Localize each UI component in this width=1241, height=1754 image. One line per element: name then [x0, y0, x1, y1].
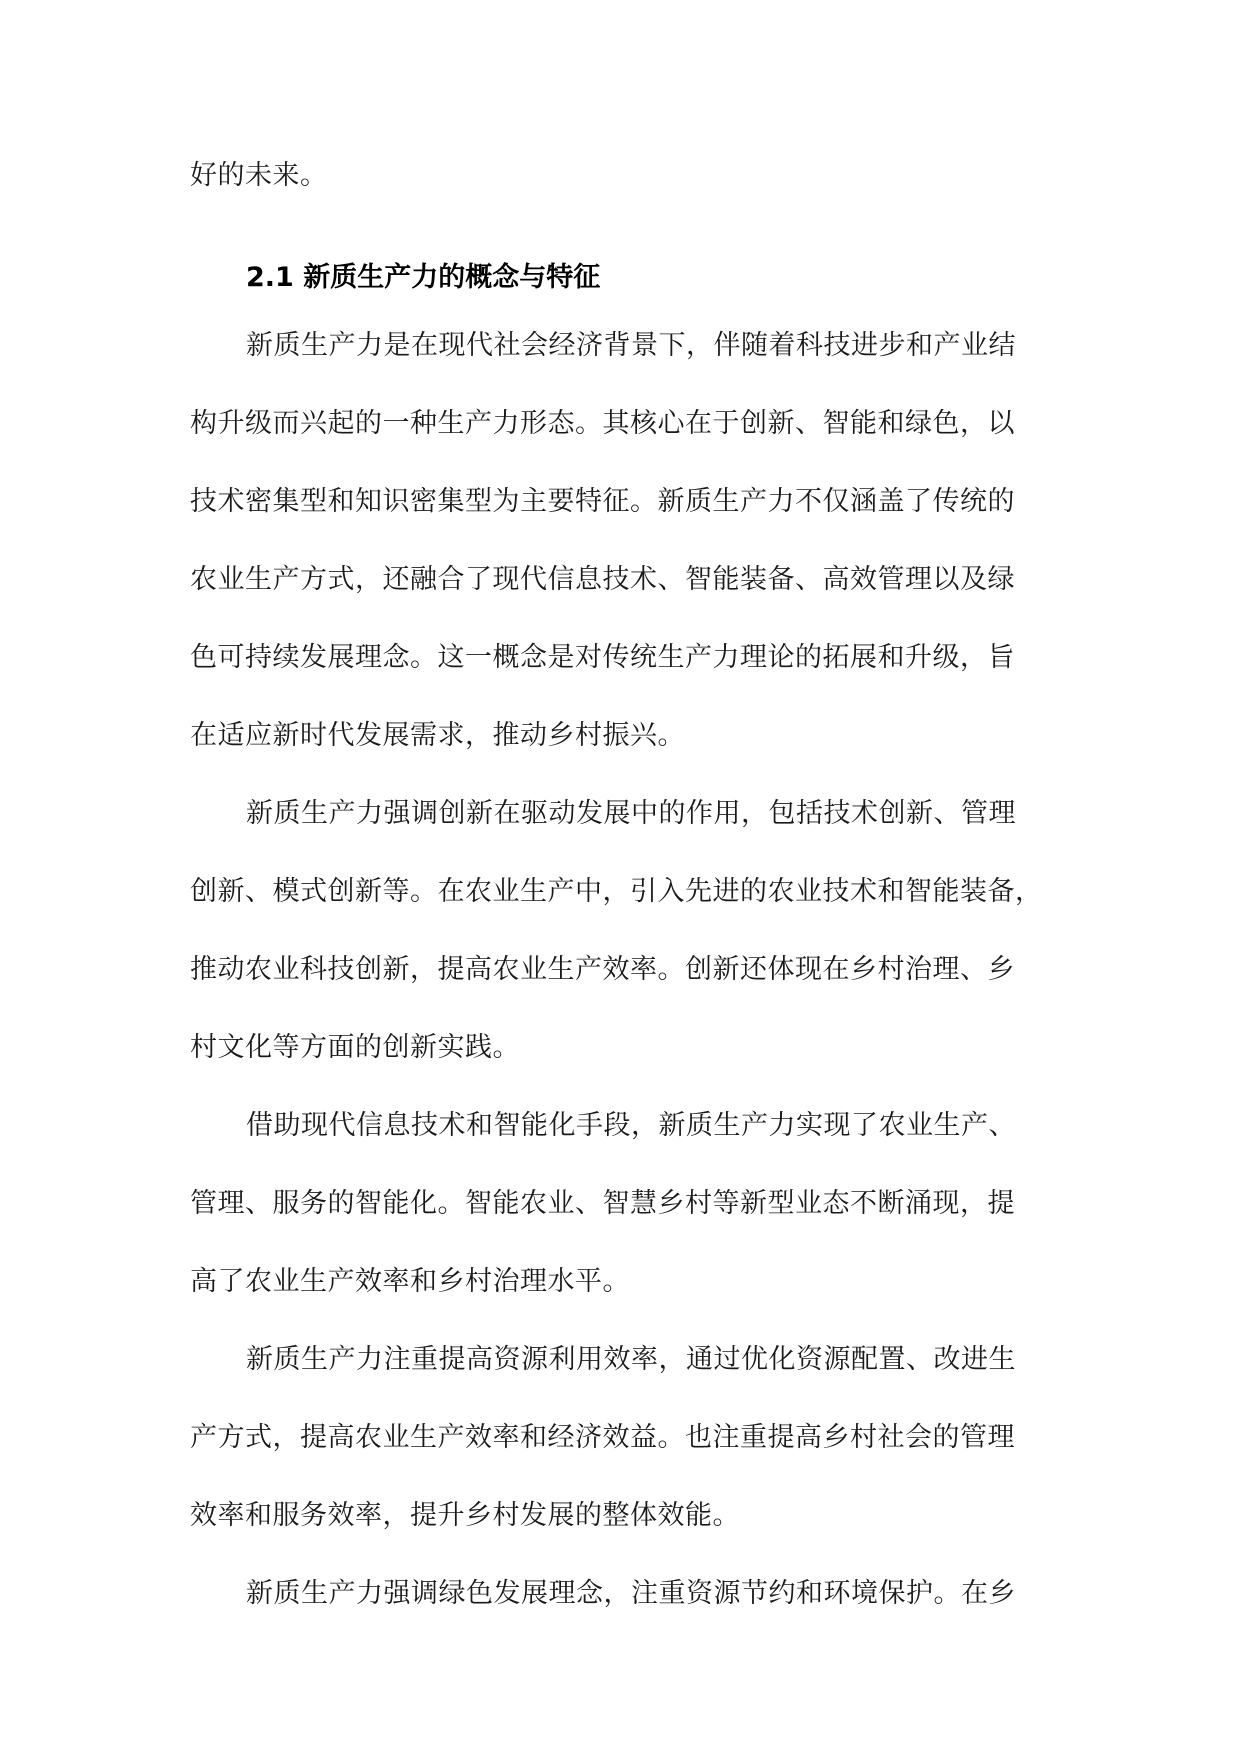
paragraph-3-line-3: 高了农业生产效率和乡村治理水平。	[190, 1266, 630, 1297]
section-heading: 2.1 新质生产力的概念与特征	[246, 262, 601, 293]
paragraph-4-line-3: 效率和服务效率，提升乡村发展的整体效能。	[190, 1500, 740, 1531]
carryover-line: 好的未来。	[190, 160, 328, 191]
paragraph-1-line-5: 色可持续发展理念。这一概念是对传统生产力理论的拓展和升级，旨	[190, 642, 1015, 673]
paragraph-1-line-3: 技术密集型和知识密集型为主要特征。新质生产力不仅涵盖了传统的	[190, 486, 1015, 517]
paragraph-4-line-1: 新质生产力注重提高资源利用效率，通过优化资源配置、改进生	[246, 1344, 1016, 1375]
paragraph-2-line-1: 新质生产力强调创新在驱动发展中的作用，包括技术创新、管理	[246, 798, 1016, 829]
paragraph-2-line-4: 村文化等方面的创新实践。	[190, 1032, 520, 1063]
paragraph-5-line-1: 新质生产力强调绿色发展理念，注重资源节约和环境保护。在乡	[246, 1578, 1016, 1609]
paragraph-1-line-2: 构升级而兴起的一种生产力形态。其核心在于创新、智能和绿色，以	[190, 408, 1015, 439]
paragraph-1-line-1: 新质生产力是在现代社会经济背景下，伴随着科技进步和产业结	[246, 330, 1016, 361]
paragraph-2-line-2: 创新、模式创新等。在农业生产中，引入先进的农业技术和智能装备，	[190, 876, 1043, 907]
paragraph-1-line-6: 在适应新时代发展需求，推动乡村振兴。	[190, 720, 685, 751]
paragraph-3-line-1: 借助现代信息技术和智能化手段，新质生产力实现了农业生产、	[246, 1110, 1016, 1141]
paragraph-1-line-4: 农业生产方式，还融合了现代信息技术、智能装备、高效管理以及绿	[190, 564, 1015, 595]
paragraph-3-line-2: 管理、服务的智能化。智能农业、智慧乡村等新型业态不断涌现，提	[190, 1188, 1015, 1219]
paragraph-2-line-3: 推动农业科技创新，提高农业生产效率。创新还体现在乡村治理、乡	[190, 954, 1015, 985]
paragraph-4-line-2: 产方式，提高农业生产效率和经济效益。也注重提高乡村社会的管理	[190, 1422, 1015, 1453]
